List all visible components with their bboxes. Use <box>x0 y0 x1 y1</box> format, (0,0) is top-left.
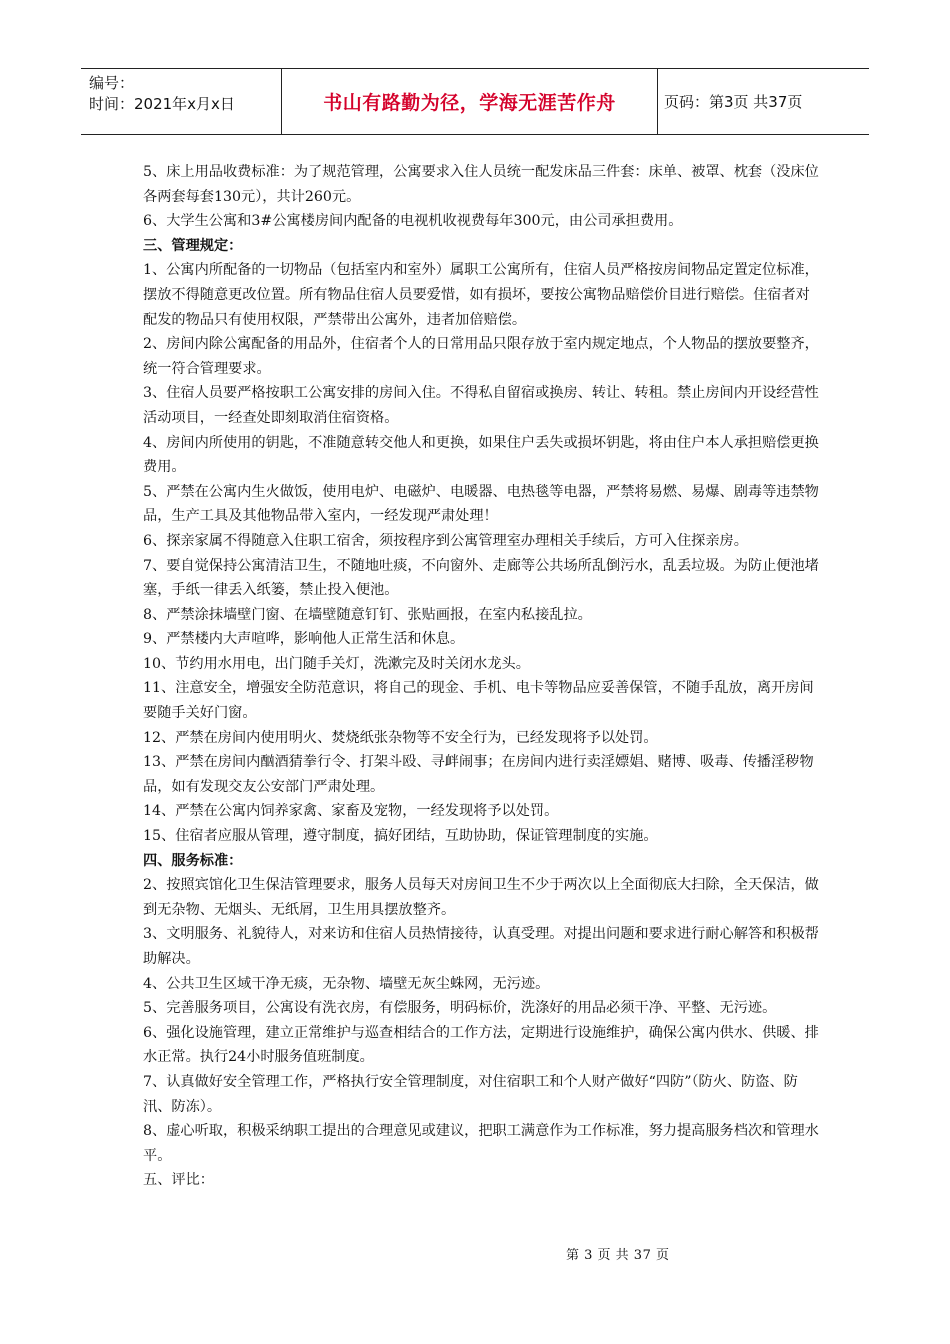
paragraph: 4、公共卫生区域干净无痰，无杂物、墙壁无灰尘蛛网，无污迹。 <box>143 975 550 992</box>
document-date: 时间：2021年x月x日 <box>89 95 235 113</box>
paragraph: 5、严禁在公寓内生火做饭，使用电炉、电磁炉、电暖器、电热毯等电器，严禁将易燃、易爆、剧毒等违禁物品，生产工具及其他物品带入室内，一经发现严肃处理！ <box>143 483 819 525</box>
paragraph: 7、认真做好安全管理工作，严格执行安全管理制度，对住宿职工和个人财产做好“四防”（防火、防盗、防汛、防冻）。 <box>143 1073 798 1115</box>
document-body <box>143 160 823 1193</box>
paragraph: 2、房间内除公寓配备的用品外，住宿者个人的日常用品只限存放于室内规定地点，个人物品的摆放要整齐，统一符合管理要求。 <box>143 336 819 377</box>
paragraph: 6、大学生公寓和3#公寓楼房间内配备的电视机收视费每年300元，由公司承担费用。 <box>143 213 683 230</box>
paragraph: 13、严禁在房间内酗酒猜拳行令、打架斗殴、寻衅闹事；在房间内进行卖淫嫖娼、赌博、吸毒、传播淫秽物品，如有发现交友公安部门严肃处理。 <box>143 754 814 795</box>
paragraph: 11、注意安全，增强安全防范意识，将自己的现金、手机、电卡等物品应妥善保管，不随手乱放，离开房间要随手关好门窗。 <box>143 680 814 722</box>
paragraph: 6、强化设施管理，建立正常维护与巡查相结合的工作方法，定期进行设施维护，确保公寓内供水、供暖、排水正常。执行24小时服务值班制度。 <box>143 1024 819 1066</box>
paragraph: 五、评比： <box>143 1172 214 1189</box>
paragraph: 1、公寓内所配备的一切物品（包括室内和室外）属职工公寓所有，住宿人员严格按房间物品定置定位标准，摆放不得随意更改位置。所有物品住宿人员要爱惜，如有损坏，要按公寓物品赔偿价目进行赔偿。住宿者对配发的物品只有使用权限，严禁带出公寓外，违者加倍赔偿。 <box>143 262 819 328</box>
document-number-label: 编号： <box>89 74 135 92</box>
paragraph: 5、完善服务项目，公寓设有洗衣房，有偿服务，明码标价，洗涤好的用品必须干净、平整、无污迹。 <box>143 1000 777 1017</box>
header-motto: 书山有路勤为径，学海无涯苦作舟 <box>282 69 658 134</box>
section-heading: 三、管理规定： <box>143 237 243 254</box>
section-heading: 四、服务标准： <box>143 852 243 869</box>
paragraph: 3、文明服务、礼貌待人，对来访和住宿人员热情接待，认真受理。对提出问题和要求进行耐心解答和积极帮助解决。 <box>143 926 819 967</box>
paragraph: 10、节约用水用电，出门随手关灯，洗漱完及时关闭水龙头。 <box>143 655 530 672</box>
paragraph: 7、要自觉保持公寓清洁卫生，不随地吐痰，不向窗外、走廊等公共场所乱倒污水，乱丢垃圾。为防止便池堵塞，手纸一律丢入纸篓，禁止投入便池。 <box>143 557 819 599</box>
header-left-cell <box>81 69 282 134</box>
paragraph: 4、房间内所使用的钥匙，不准随意转交他人和更换，如果住户丢失或损坏钥匙，将由住户本人承担赔偿更换费用。 <box>143 434 819 476</box>
paragraph: 3、住宿人员要严格按职工公寓安排的房间入住。不得私自留宿或换房、转让、转租。禁止房间内开设经营性活动项目，一经查处即刻取消住宿资格。 <box>143 385 819 426</box>
document-header <box>81 68 869 135</box>
paragraph: 8、虚心听取，积极采纳职工提出的合理意见或建议，把职工满意作为工作标准，努力提高服务档次和管理水平。 <box>143 1123 819 1164</box>
header-page-code: 页码：第3页 共37页 <box>664 93 803 111</box>
paragraph: 15、住宿者应服从管理，遵守制度，搞好团结，互助协助，保证管理制度的实施。 <box>143 828 658 845</box>
paragraph: 8、严禁涂抹墙壁门窗、在墙壁随意钉钉、张贴画报，在室内私接乱拉。 <box>143 606 592 623</box>
page-footer: 第 3 页 共 37 页 <box>566 1248 670 1263</box>
paragraph: 5、床上用品收费标准：为了规范管理，公寓要求入住人员统一配发床品三件套：床单、被罩、枕套（没床位各两套每套130元），共计260元。 <box>143 164 819 205</box>
paragraph: 9、严禁楼内大声喧哗，影响他人正常生活和休息。 <box>143 631 465 648</box>
paragraph: 12、严禁在房间内使用明火、焚烧纸张杂物等不安全行为，已经发现将予以处罚。 <box>143 729 658 746</box>
paragraph: 2、按照宾馆化卫生保洁管理要求，服务人员每天对房间卫生不少于两次以上全面彻底大扫除，全天保洁，做到无杂物、无烟头、无纸屑，卫生用具摆放整齐。 <box>143 877 819 918</box>
paragraph: 6、探亲家属不得随意入住职工宿舍，须按程序到公寓管理室办理相关手续后，方可入住探亲房。 <box>143 532 748 549</box>
paragraph: 14、严禁在公寓内饲养家禽、家畜及宠物，一经发现将予以处罚。 <box>143 803 559 820</box>
